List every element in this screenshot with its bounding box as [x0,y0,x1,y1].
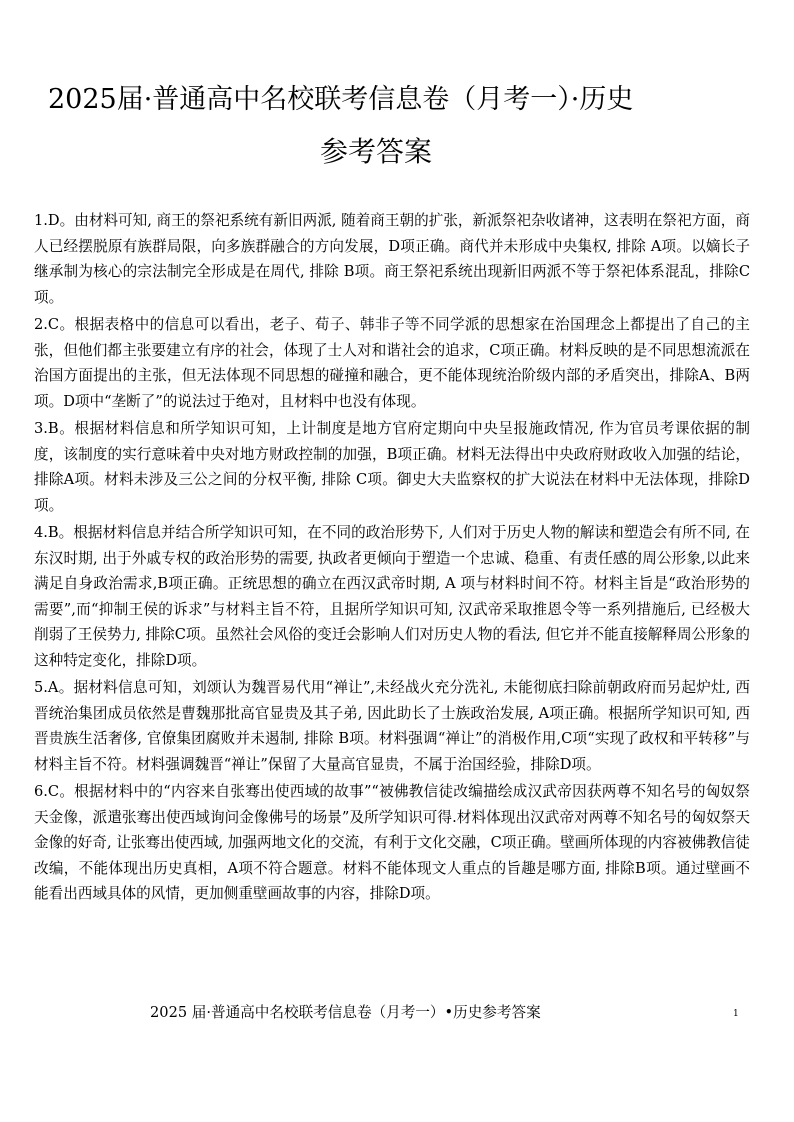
answer-list [34,208,750,909]
answer-item-4 [34,520,750,673]
subtitle-text: 参考答案 [319,135,432,168]
answer-text: 1.D。由材料可知, 商王的祭祀系统有新旧两派, 随着商王朝的扩张，新派祭祀杂收诸神，这表明在祭祀方面，商人已经摆脱原有族群局限，向多族群融合的方向发展，D项正确。商代并未形成中央集权, 排除 A项。以嫡长子继承制为核心的宗法制完全形成是在周代, 排除 B项。商王祭祀系统出现新旧两派不等于祭祀体系混乱，排除C项。 [34,212,750,306]
answer-item-1 [34,208,750,310]
answer-item-3 [34,416,750,518]
answer-item-6 [34,779,750,907]
answer-item-5 [34,675,750,777]
answer-text: 5.A。据材料信息可知，刘颂认为魏晋易代用“禅让”,未经战火充分洗礼, 未能彻底扫除前朝政府而另起炉灶, 西晋统治集团成员依然是曹魏那批高官显贵及其子弟, 因此助长了士族政治发展, A项正确。根据所学知识可知, 西晋贵族生活奢侈, 官僚集团腐败并未遏制, 排除 B项。材料强调“禅让”的消极作用,C项“实现了政权和平转移”与材料主旨不符。材料强调魏晋“禅让”保留了大量高官显贵，不属于治国经验，排除D项。 [34,679,750,773]
answer-text: 6.C。根据材料中的“内容来自张骞出使西域的故事”“被佛教信徒改编描绘成汉武帝因获两尊不知名号的匈奴祭天金像，派遣张骞出使西域询问金像佛号的场景”及所学知识可得.材料体现出汉武帝对两尊不知名号的匈奴祭天金像的好奇, 让张骞出使西域, 加强两地文化的交流，有利于文化交融，C项正确。壁画所体现的内容被佛教信徒改编，不能体现出历史真相，A项不符合题意。材料不能体现文人重点的旨趣是哪方面, 排除B项。通过壁画不能看出西域具体的风情，更加侧重壁画故事的内容，排除D项。 [34,783,750,902]
answer-text: 2.C。根据表格中的信息可以看出，老子、荀子、韩非子等不同学派的思想家在治国理念上都提出了自己的主张，但他们都主张要建立有序的社会，体现了士人对和谐社会的追求，C项正确。材料反映的是不同思想流派在治国方面提出的主张，但无法体现不同思想的碰撞和融合，更不能体现统治阶级内部的矛盾突出，排除A、B两项。D项中“垄断了”的说法过于绝对，且材料中也没有体现。 [34,316,750,410]
page-footer: 2025 届·普通高中名校联考信息卷（月考一）•历史参考答案 [150,1004,541,1021]
answer-item-2 [34,312,750,414]
document-subtitle [0,134,752,170]
page-number: 1 [733,1009,739,1019]
answer-text: 4.B。根据材料信息并结合所学知识可知，在不同的政治形势下, 人们对于历史人物的解读和塑造会有所不同, 在东汉时期, 出于外戚专权的政治形势的需要, 执政者更倾向于塑造一个忠诚、稳重、有责任感的周公形象,以此来满足自身政治需求,B项正确。正统思想的确立在西汉武帝时期, A 项与材料时间不符。材料主旨是“政治形势的需要”,而“抑制王侯的诉求”与材料主旨不符，且据所学知识可知, 汉武帝采取推恩令等一系列措施后, 已经极大削弱了王侯势力, 排除C项。虽然社会风俗的变迁会影响人们对历史人物的看法, 但它并不能直接解释周公形象的这种特定变化，排除D项。 [34,524,750,669]
answer-text: 3.B。根据材料信息和所学知识可知，上计制度是地方官府定期向中央呈报施政情况, 作为官员考课依据的制度，该制度的实行意味着中央对地方财政控制的加强，B项正确。材料无法得出中央政府财政收入加强的结论，排除A项。材料未涉及三公之间的分权平衡, 排除 C项。御史大夫监察权的扩大说法在材料中无法体现，排除D项。 [34,420,750,514]
document-title: 2025届·普通高中名校联考信息卷（月考一）·历史 [48,84,634,115]
